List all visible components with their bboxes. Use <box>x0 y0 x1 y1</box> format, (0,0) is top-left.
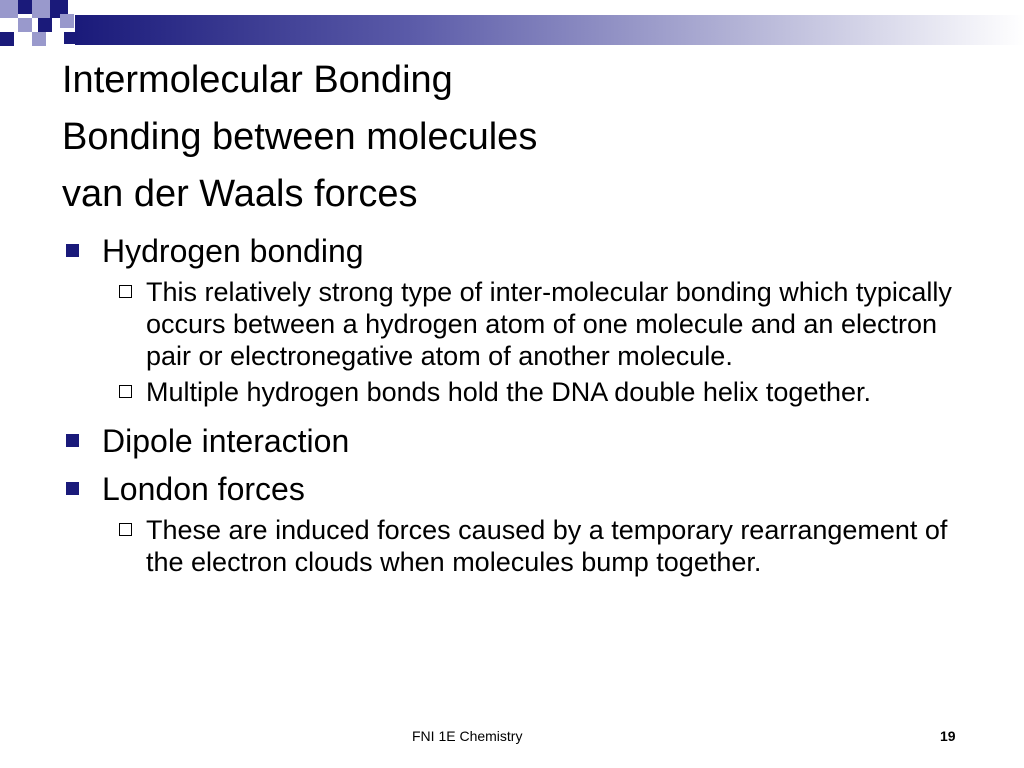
decor-square <box>32 0 50 18</box>
decor-square <box>38 18 52 32</box>
bullet-item <box>62 468 982 510</box>
hollow-square-bullet-icon <box>119 523 132 536</box>
bullet-item <box>62 420 982 462</box>
bullet-item <box>62 230 982 272</box>
decor-square <box>60 14 74 28</box>
bullet-text: London forces <box>102 471 305 507</box>
decor-square <box>18 18 32 32</box>
page-number: 19 <box>940 728 956 744</box>
header-gradient-bar <box>75 15 1024 45</box>
decor-square <box>18 0 32 14</box>
title-line: Bonding between molecules <box>62 116 538 158</box>
decor-square <box>32 32 46 46</box>
title-line: van der Waals forces <box>62 173 418 215</box>
sub-bullet-item <box>118 276 982 372</box>
square-bullet-icon <box>66 244 79 257</box>
hollow-square-bullet-icon <box>119 385 132 398</box>
decor-square <box>0 0 18 18</box>
slide-title <box>62 52 962 223</box>
title-line: Intermolecular Bonding <box>62 59 453 101</box>
footer-text: FNI 1E Chemistry <box>412 728 523 744</box>
sub-bullet-text: These are induced forces caused by a temporary rearrangement of the electron clouds when molecules bump together. <box>146 515 948 577</box>
bullet-text: Hydrogen bonding <box>102 233 364 269</box>
hollow-square-bullet-icon <box>119 285 132 298</box>
bullet-text: Dipole interaction <box>102 423 350 459</box>
spacer <box>62 408 982 420</box>
square-bullet-icon <box>66 434 79 447</box>
square-bullet-icon <box>66 482 79 495</box>
slide-body <box>62 230 982 578</box>
sub-bullet-text: This relatively strong type of inter-molecular bonding which typically occurs between a hydrogen atom of one molecule and an electron pair or electronegative atom of another molecule. <box>146 277 952 371</box>
sub-bullet-text: Multiple hydrogen bonds hold the DNA double helix together. <box>146 377 871 407</box>
sub-bullet-item <box>118 514 982 578</box>
sub-bullet-item <box>118 376 982 408</box>
decor-square <box>0 32 14 46</box>
